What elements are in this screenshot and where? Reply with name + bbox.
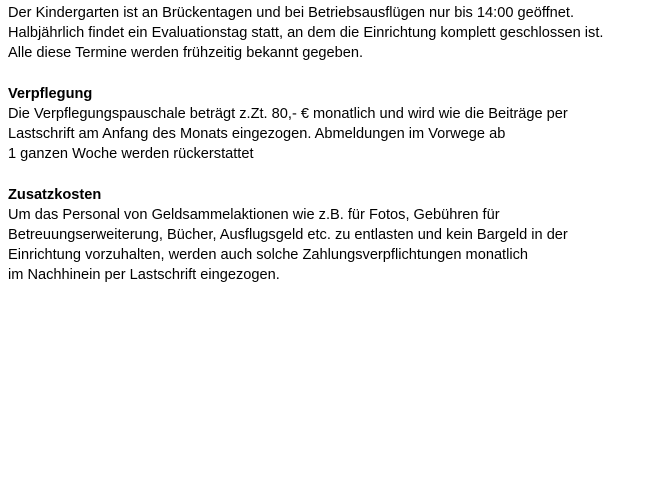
verpflegung-section bbox=[8, 84, 658, 165]
paragraph-spacer bbox=[8, 165, 658, 185]
zusatzkosten-section bbox=[8, 185, 658, 286]
verpflegung-line: 1 ganzen Woche werden rückerstattet bbox=[8, 146, 254, 163]
verpflegung-line: Lastschrift am Anfang des Monats eingezogen. Abmeldungen im Vorwege ab bbox=[8, 126, 506, 143]
intro-line: Der Kindergarten ist an Brückentagen und bei Betriebsausflügen nur bis 14:00 geöffnet. bbox=[8, 5, 575, 21]
zusatzkosten-line: Um das Personal von Geldsammelaktionen wie z.B. für Fotos, Gebühren für bbox=[8, 206, 500, 223]
intro-line: Alle diese Termine werden frühzeitig bekannt gegeben. bbox=[8, 45, 364, 62]
zusatzkosten-line: Einrichtung vorzuhalten, werden auch solche Zahlungsverpflichtungen monatlich bbox=[8, 247, 529, 264]
verpflegung-line: Die Verpflegungspauschale beträgt z.Zt. 80,- € monatlich und wird wie die Beiträge per bbox=[8, 105, 568, 122]
zusatzkosten-line: im Nachhinein per Lastschrift eingezogen. bbox=[8, 267, 280, 284]
verpflegung-heading: Verpflegung bbox=[8, 85, 93, 102]
zusatzkosten-heading: Zusatzkosten bbox=[8, 186, 102, 203]
intro-paragraph bbox=[8, 3, 658, 64]
zusatzkosten-line: Betreuungserweiterung, Bücher, Ausflugsgeld etc. zu entlasten und kein Bargeld in der bbox=[8, 227, 568, 244]
paragraph-spacer bbox=[8, 64, 658, 84]
intro-line: Halbjährlich findet ein Evaluationstag statt, an dem die Einrichtung komplett geschlossen ist. bbox=[8, 25, 604, 42]
document-body bbox=[8, 3, 658, 286]
